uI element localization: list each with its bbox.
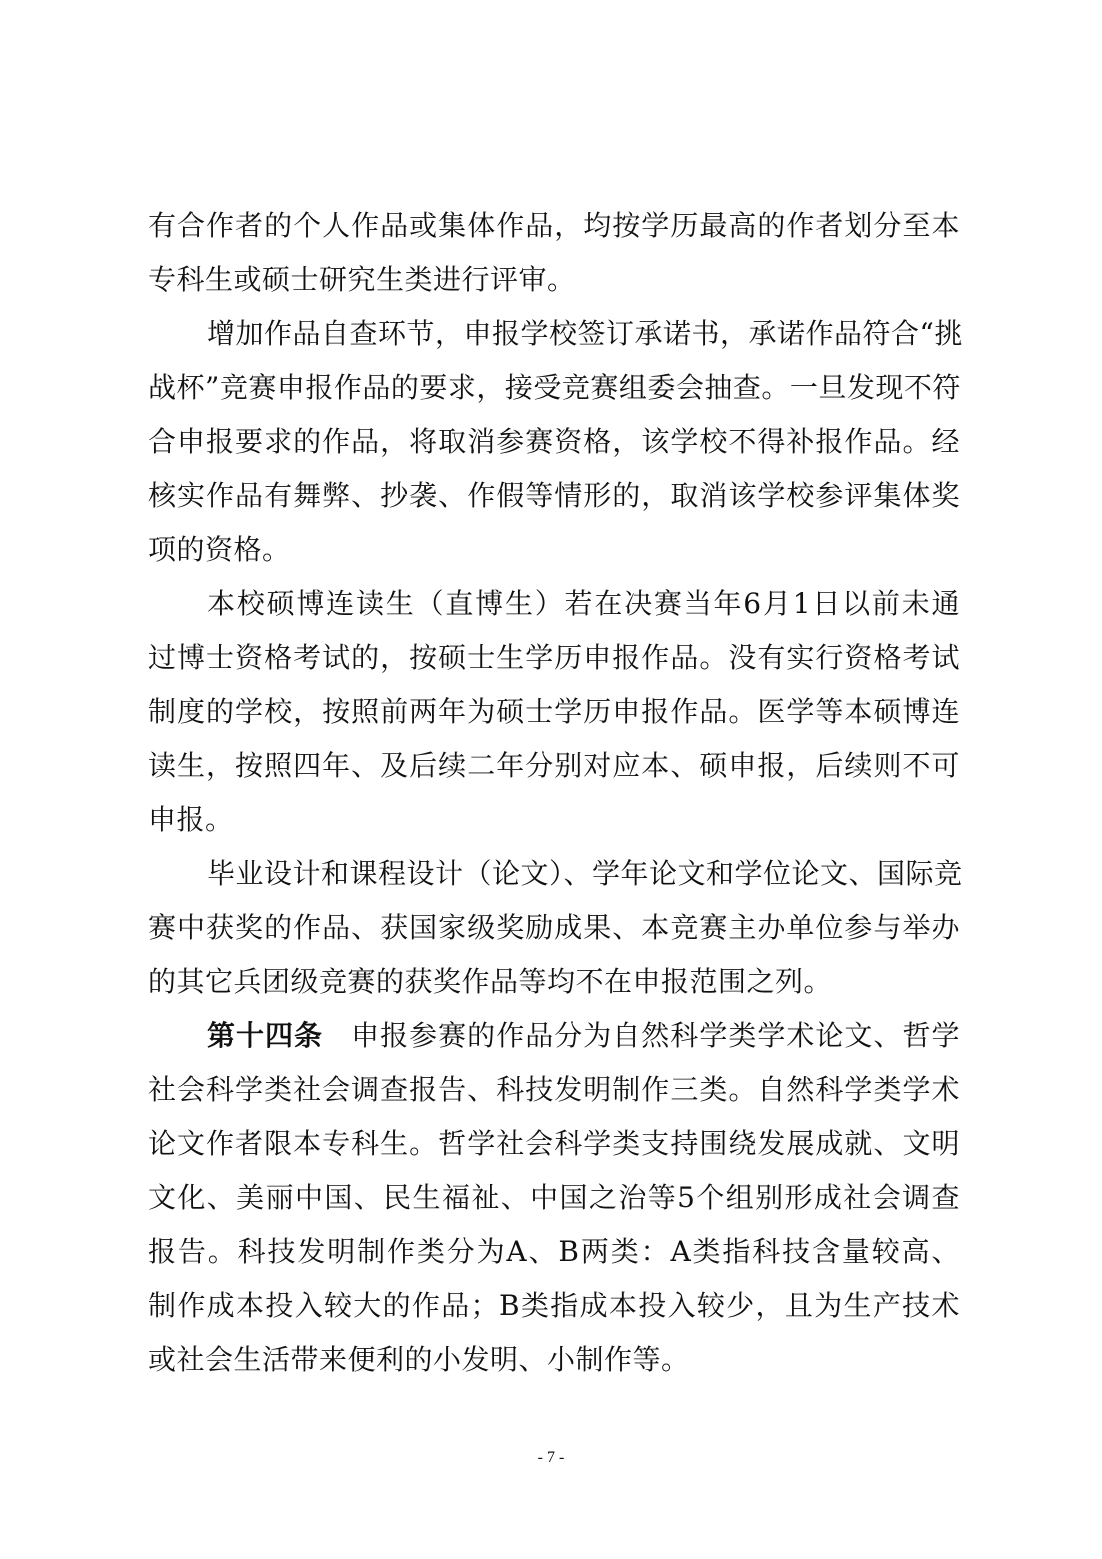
text-line: 文化、美丽中国、民生福祉、中国之治等5个组别形成社会调查 <box>148 1181 960 1214</box>
text-line: 申报参赛的作品分为自然科学类学术论文、哲学 <box>351 1019 960 1052</box>
text-line: 申报。 <box>148 803 234 836</box>
article-heading: 第十四条 <box>207 1019 324 1052</box>
text-line: 项的资格。 <box>148 533 291 566</box>
text-line: 制度的学校，按照前两年为硕士学历申报作品。医学等本硕博连 <box>148 695 960 728</box>
text-line: 或社会生活带来便利的小发明、小制作等。 <box>148 1343 690 1376</box>
page-number: - 7 - <box>537 1449 565 1466</box>
text-line: 增加作品自查环节，申报学校签订承诺书，承诺作品符合“挑 <box>207 317 963 350</box>
text-line: 战杯”竞赛申报作品的要求，接受竞赛组委会抽查。一旦发现不符 <box>148 371 961 404</box>
text-line: 合申报要求的作品，将取消参赛资格，该学校不得补报作品。经 <box>148 425 960 458</box>
text-line: 专科生或硕士研究生类进行评审。 <box>148 263 576 296</box>
text-line: 报告。科技发明制作类分为A、B两类：A类指科技含量较高、 <box>148 1235 960 1268</box>
text-line: 社会科学类社会调查报告、科技发明制作三类。自然科学类学术 <box>148 1073 960 1106</box>
text-line: 读生，按照四年、及后续二年分别对应本、硕申报，后续则不可 <box>148 749 960 782</box>
text-line: 制作成本投入较大的作品；B类指成本投入较少，且为生产技术 <box>148 1289 960 1322</box>
text-line: 赛中获奖的作品、获国家级奖励成果、本竞赛主办单位参与举办 <box>148 911 960 944</box>
text-line: 过博士资格考试的，按硕士生学历申报作品。没有实行资格考试 <box>148 641 960 674</box>
text-line: 核实作品有舞弊、抄袭、作假等情形的，取消该学校参评集体奖 <box>148 479 960 512</box>
article-first-line <box>207 1016 960 1056</box>
text-line: 本校硕博连读生（直博生）若在决赛当年6月1日以前未通 <box>207 587 960 620</box>
text-line: 有合作者的个人作品或集体作品，均按学历最高的作者划分至本 <box>148 209 960 242</box>
text-line: 毕业设计和课程设计（论文）、学年论文和学位论文、国际竞 <box>207 857 963 890</box>
text-line: 的其它兵团级竞赛的获奖作品等均不在申报范围之列。 <box>148 965 833 998</box>
text-line: 论文作者限本专科生。哲学社会科学类支持围绕发展成就、文明 <box>148 1127 960 1160</box>
